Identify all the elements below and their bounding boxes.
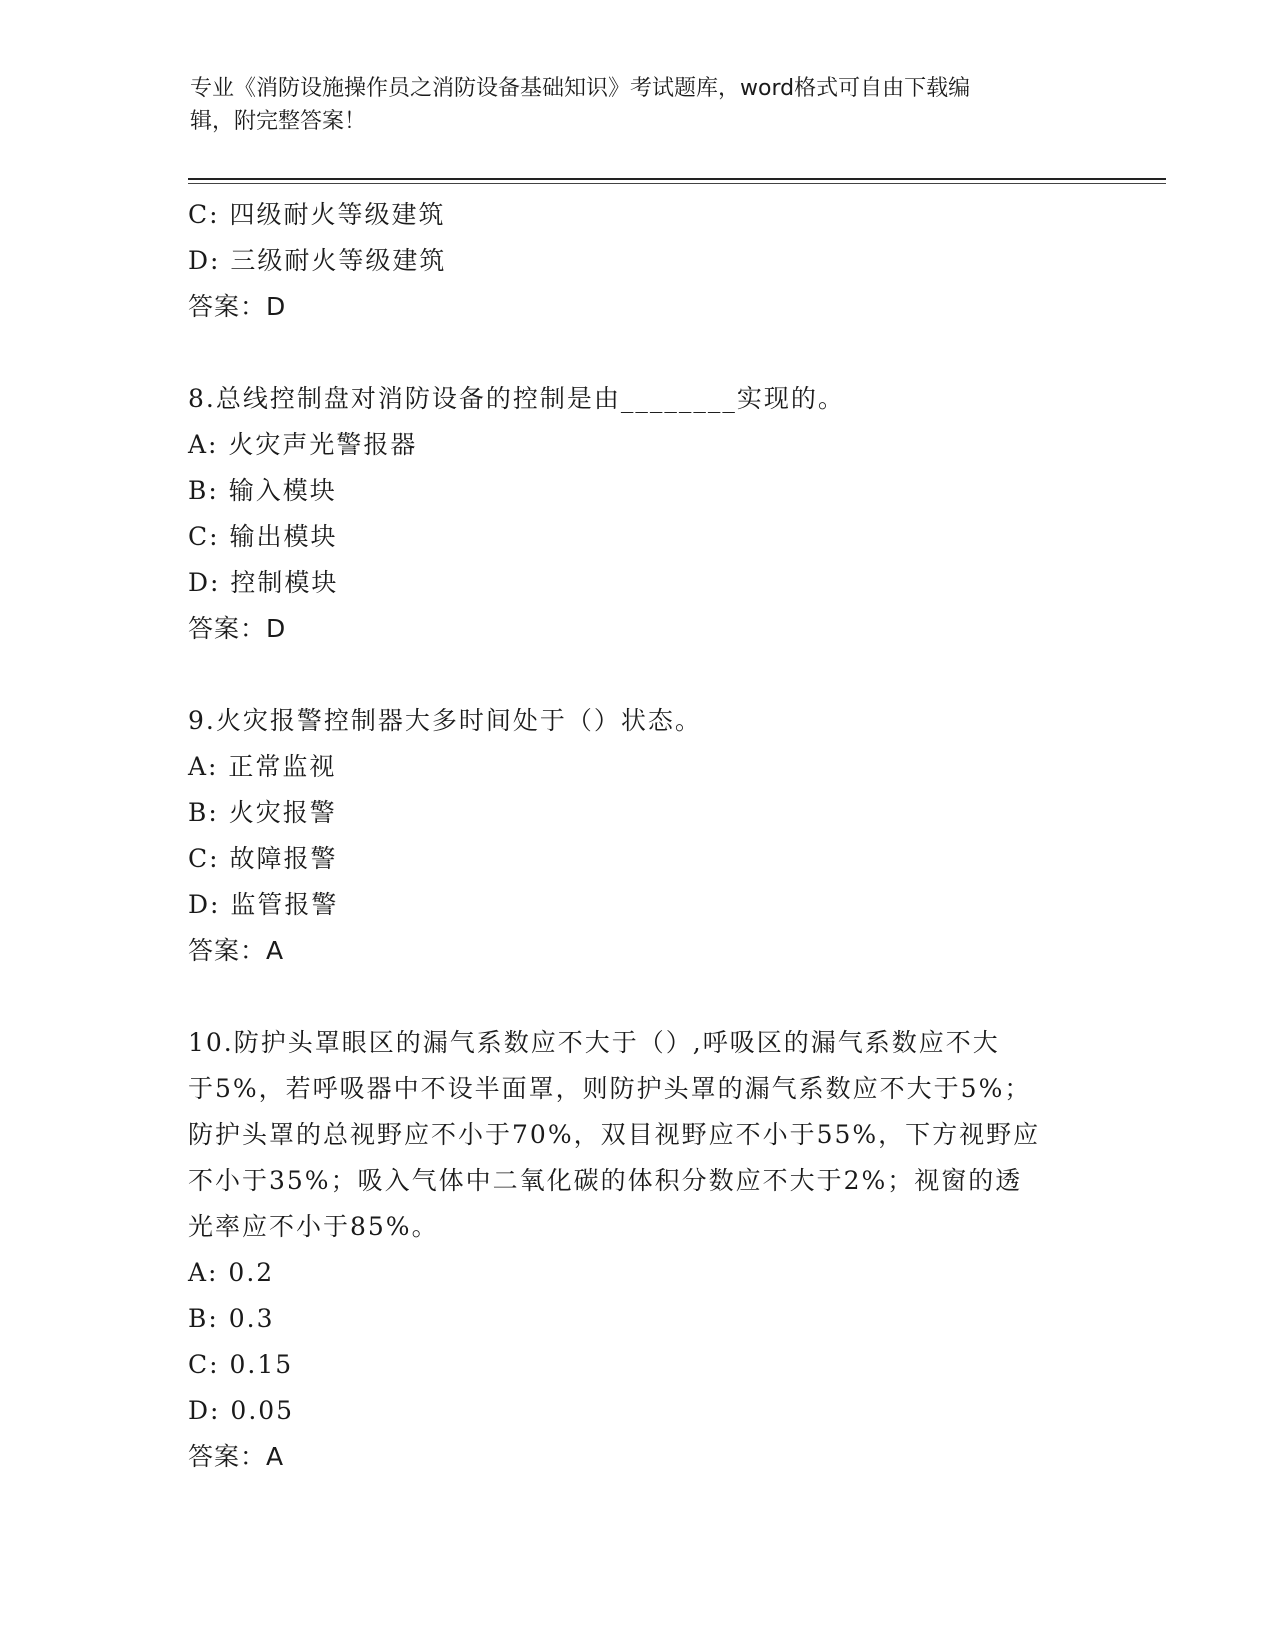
spacer [188, 652, 1088, 698]
answer-line: 答案：A [188, 1442, 285, 1471]
question-10 [188, 1020, 1088, 1480]
header-divider [188, 178, 1166, 180]
option-d: D: 控制模块 [188, 568, 339, 597]
question-stem-line-1: 10.防护头罩眼区的漏气系数应不大于（）,呼吸区的漏气系数应不大 [188, 1028, 1000, 1057]
question-7-tail [188, 192, 1088, 330]
question-stem-line-4: 不小于35%；吸入气体中二氧化碳的体积分数应不大于2%；视窗的透 [188, 1166, 1023, 1195]
question-stem-line-3: 防护头罩的总视野应不小于70%，双目视野应不小于55%，下方视野应 [188, 1120, 1041, 1149]
question-list [188, 192, 1088, 1480]
document-header [190, 72, 1090, 138]
option-c: C: 0.15 [188, 1350, 294, 1379]
option-a: A: 正常监视 [188, 752, 337, 781]
header-line-1: 专业《消防设施操作员之消防设备基础知识》考试题库，word格式可自由下载编 [190, 76, 971, 101]
option-a: A: 0.2 [188, 1258, 275, 1287]
header-divider-thin [188, 183, 1166, 184]
spacer [188, 974, 1088, 1020]
option-d: D: 监管报警 [188, 890, 339, 919]
option-a: A: 火灾声光警报器 [188, 430, 418, 459]
question-9 [188, 698, 1088, 974]
option-c: C: 故障报警 [188, 844, 338, 873]
question-8 [188, 376, 1088, 652]
answer-line: 答案：D [188, 292, 287, 321]
question-stem-line-2: 于5%，若呼吸器中不设半面罩，则防护头罩的漏气系数应不大于5%； [188, 1074, 1032, 1103]
question-stem-line-5: 光率应不小于85%。 [188, 1212, 439, 1241]
question-stem: 8.总线控制盘对消防设备的控制是由________实现的。 [188, 384, 845, 413]
answer-line: 答案：A [188, 936, 285, 965]
option-d: D: 0.05 [188, 1396, 295, 1425]
header-line-2: 辑，附完整答案！ [190, 109, 367, 134]
option-b: B: 输入模块 [188, 476, 337, 505]
option-b: B: 火灾报警 [188, 798, 337, 827]
option-c: C: 输出模块 [188, 522, 338, 551]
question-stem: 9.火灾报警控制器大多时间处于（）状态。 [188, 706, 702, 735]
option-c: C: 四级耐火等级建筑 [188, 200, 446, 229]
option-d: D: 三级耐火等级建筑 [188, 246, 447, 275]
spacer [188, 330, 1088, 376]
option-b: B: 0.3 [188, 1304, 275, 1333]
answer-line: 答案：D [188, 614, 287, 643]
